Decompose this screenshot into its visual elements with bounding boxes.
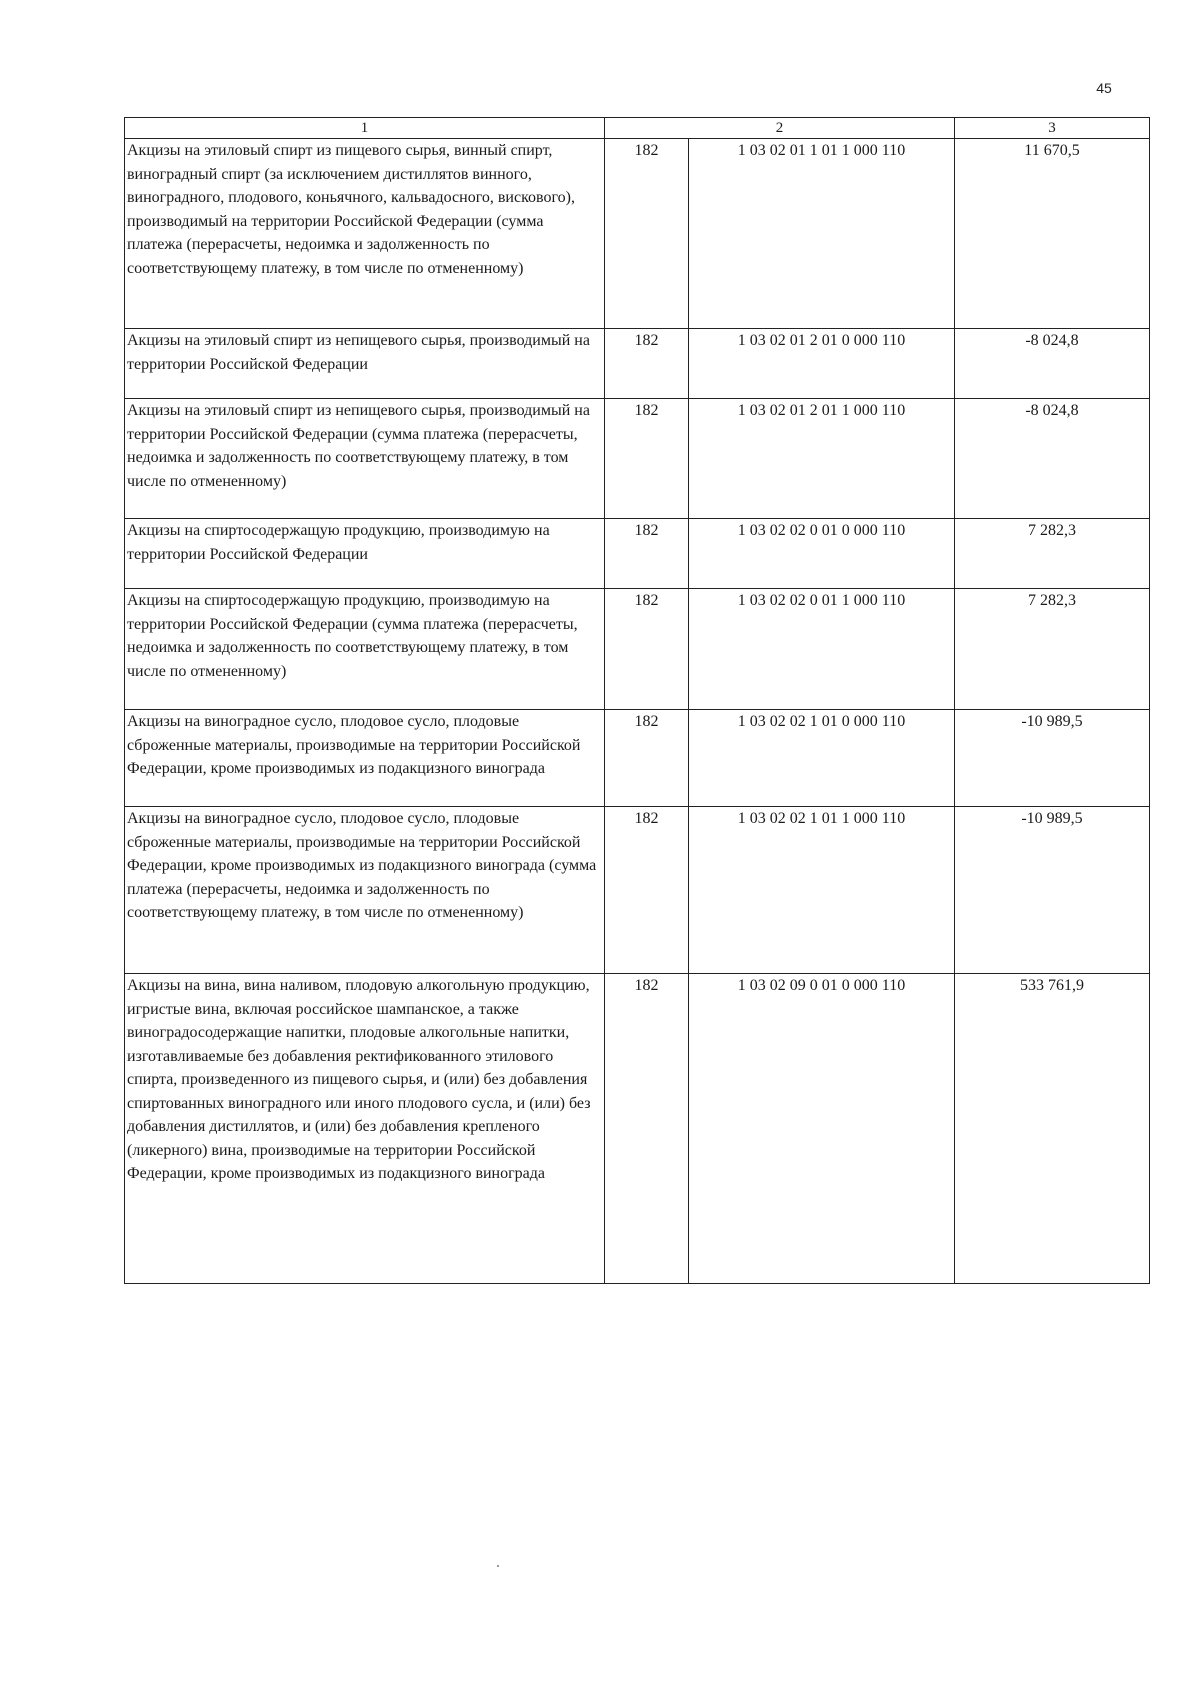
- admin-code-cell: 182: [605, 974, 689, 1284]
- admin-code-cell: 182: [605, 807, 689, 974]
- revenue-name-cell: Акцизы на этиловый спирт из непищевого сырья, производимый на территории Российской Федерации: [125, 329, 605, 399]
- table-header-row: [125, 118, 1150, 139]
- revenue-name-cell: Акцизы на этиловый спирт из пищевого сырья, винный спирт, виноградный спирт (за исключением дистиллятов винного, виноградного, плодового, коньячного, кальвадосного, вискового), производимый на территории Российской Федерации (сумма платежа (перерасчеты, недоимка и задолженность по соответствующему платежу, в том числе по отмененному): [125, 139, 605, 329]
- amount-cell: -8 024,8: [955, 329, 1150, 399]
- page-number: 45: [1096, 80, 1112, 96]
- budget-code-cell: 1 03 02 02 1 01 0 000 110: [689, 710, 955, 807]
- table-row: [125, 139, 1150, 329]
- column-header-3: 3: [955, 118, 1150, 139]
- budget-code-cell: 1 03 02 09 0 01 0 000 110: [689, 974, 955, 1284]
- amount-cell: 11 670,5: [955, 139, 1150, 329]
- admin-code-cell: 182: [605, 519, 689, 589]
- scan-speck: [497, 1565, 499, 1567]
- budget-code-cell: 1 03 02 01 2 01 1 000 110: [689, 399, 955, 519]
- revenue-name-cell: Акцизы на спиртосодержащую продукцию, производимую на территории Российской Федерации: [125, 519, 605, 589]
- column-header-2: 2: [605, 118, 955, 139]
- admin-code-cell: 182: [605, 589, 689, 710]
- revenue-name-cell: Акцизы на виноградное сусло, плодовое сусло, плодовые сброженные материалы, производимые на территории Российской Федерации, кроме производимых из подакцизного винограда (сумма платежа (перерасчеты, недоимка и задолженность по соответствующему платежу, в том числе по отмененному): [125, 807, 605, 974]
- admin-code-cell: 182: [605, 329, 689, 399]
- amount-cell: 7 282,3: [955, 519, 1150, 589]
- table-row: [125, 807, 1150, 974]
- revenue-name-cell: Акцизы на виноградное сусло, плодовое сусло, плодовые сброженные материалы, производимые на территории Российской Федерации, кроме производимых из подакцизного винограда: [125, 710, 605, 807]
- amount-cell: -8 024,8: [955, 399, 1150, 519]
- budget-code-cell: 1 03 02 02 0 01 1 000 110: [689, 589, 955, 710]
- column-header-1: 1: [125, 118, 605, 139]
- amount-cell: -10 989,5: [955, 710, 1150, 807]
- admin-code-cell: 182: [605, 399, 689, 519]
- admin-code-cell: 182: [605, 710, 689, 807]
- table-row: [125, 329, 1150, 399]
- table-row: [125, 710, 1150, 807]
- amount-cell: -10 989,5: [955, 807, 1150, 974]
- budget-code-cell: 1 03 02 02 1 01 1 000 110: [689, 807, 955, 974]
- admin-code-cell: 182: [605, 139, 689, 329]
- table-row: [125, 589, 1150, 710]
- table-row: [125, 519, 1150, 589]
- table-row: [125, 399, 1150, 519]
- budget-code-cell: 1 03 02 02 0 01 0 000 110: [689, 519, 955, 589]
- revenue-name-cell: Акцизы на спиртосодержащую продукцию, производимую на территории Российской Федерации (сумма платежа (перерасчеты, недоимка и задолженность по соответствующему платежу, в том числе по отмененному): [125, 589, 605, 710]
- table-row: [125, 974, 1150, 1284]
- amount-cell: 533 761,9: [955, 974, 1150, 1284]
- amount-cell: 7 282,3: [955, 589, 1150, 710]
- budget-code-cell: 1 03 02 01 1 01 1 000 110: [689, 139, 955, 329]
- revenue-name-cell: Акцизы на вина, вина наливом, плодовую алкогольную продукцию, игристые вина, включая российское шампанское, а также виноградосодержащие напитки, плодовые алкогольные напитки, изготавливаемые без добавления ректификованного этилового спирта, произведенного из пищевого сырья, и (или) без добавления спиртованных виноградного или иного плодового сусла, и (или) без добавления дистиллятов, и (или) без добавления крепленого (ликерного) вина, производимые на территории Российской Федерации, кроме производимых из подакцизного винограда: [125, 974, 605, 1284]
- budget-code-cell: 1 03 02 01 2 01 0 000 110: [689, 329, 955, 399]
- revenue-table: [124, 117, 1150, 1284]
- revenue-name-cell: Акцизы на этиловый спирт из непищевого сырья, производимый на территории Российской Федерации (сумма платежа (перерасчеты, недоимка и задолженность по соответствующему платежу, в том числе по отмененному): [125, 399, 605, 519]
